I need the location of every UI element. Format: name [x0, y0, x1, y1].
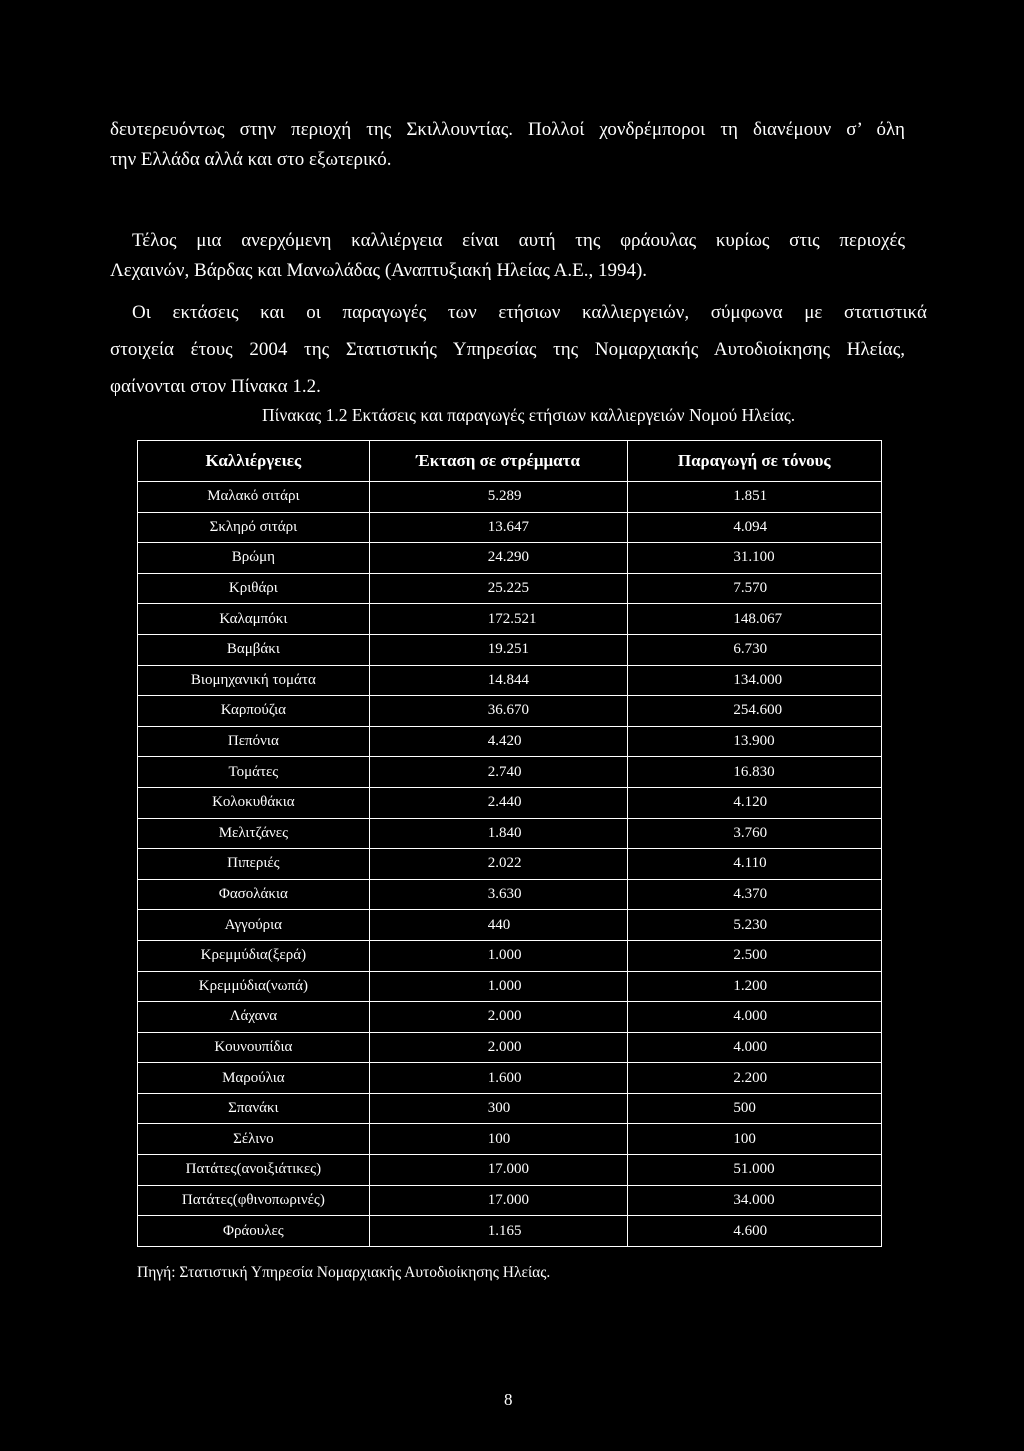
- crop-name-cell: Κολοκυθάκια: [138, 787, 370, 818]
- table-row: [138, 910, 882, 941]
- table-row: [138, 1185, 882, 1216]
- production-cell: 4.120: [628, 787, 882, 818]
- paragraph-line: στοιχεία έτους 2004 της Στατιστικής Υπηρεσίας της Νομαρχιακής Αυτοδιοίκησης Ηλείας,: [110, 339, 905, 360]
- crop-name-cell: Σπανάκι: [138, 1093, 370, 1124]
- production-cell: 1.851: [628, 482, 882, 513]
- production-cell: 4.000: [628, 1032, 882, 1063]
- crop-name-cell: Πεπόνια: [138, 726, 370, 757]
- table-header-row: [138, 441, 882, 482]
- crop-name-cell: Λάχανα: [138, 1002, 370, 1033]
- table-row: [138, 482, 882, 513]
- area-cell: 300: [369, 1093, 628, 1124]
- crop-name-cell: Κρεμμύδια(ξερά): [138, 940, 370, 971]
- crop-name-cell: Βαμβάκι: [138, 634, 370, 665]
- crop-name-cell: Σέλινο: [138, 1124, 370, 1155]
- table-row: [138, 726, 882, 757]
- table-row: [138, 849, 882, 880]
- area-cell: 1.600: [369, 1063, 628, 1094]
- paragraph-line: την Ελλάδα αλλά και στο εξωτερικό.: [110, 149, 392, 170]
- area-cell: 2.000: [369, 1032, 628, 1063]
- production-cell: 13.900: [628, 726, 882, 757]
- crop-name-cell: Αγγούρια: [138, 910, 370, 941]
- paragraph-line: Τέλος μια ανερχόμενη καλλιέργεια είναι αυτή της φράουλας κυρίως στις περιοχές: [132, 230, 905, 251]
- crop-name-cell: Φράουλες: [138, 1216, 370, 1247]
- table-row: [138, 940, 882, 971]
- crop-name-cell: Πατάτες(ανοιξιάτικες): [138, 1155, 370, 1186]
- production-cell: 500: [628, 1093, 882, 1124]
- production-cell: 134.000: [628, 665, 882, 696]
- paragraph-1: [110, 115, 905, 175]
- table-row: [138, 665, 882, 696]
- crop-name-cell: Φασολάκια: [138, 879, 370, 910]
- header-crops: Καλλιέργειες: [138, 441, 370, 482]
- paragraph-line: δευτερευόντως στην περιοχή της Σκιλλουντίας. Πολλοί χονδρέμποροι τη διανέμουν σ’ όλη: [110, 119, 905, 140]
- production-cell: 4.000: [628, 1002, 882, 1033]
- production-cell: 4.370: [628, 879, 882, 910]
- table-row: [138, 543, 882, 574]
- area-cell: 14.844: [369, 665, 628, 696]
- production-cell: 31.100: [628, 543, 882, 574]
- page-number: 8: [504, 1390, 513, 1409]
- area-cell: 100: [369, 1124, 628, 1155]
- crop-name-cell: Πατάτες(φθινοπωρινές): [138, 1185, 370, 1216]
- table-row: [138, 1155, 882, 1186]
- area-cell: 36.670: [369, 696, 628, 727]
- table-caption: Πίνακας 1.2 Εκτάσεις και παραγωγές ετήσιων καλλιεργειών Νομού Ηλείας.: [262, 405, 796, 425]
- production-cell: 148.067: [628, 604, 882, 635]
- table-row: [138, 879, 882, 910]
- area-cell: 24.290: [369, 543, 628, 574]
- production-cell: 2.500: [628, 940, 882, 971]
- production-cell: 3.760: [628, 818, 882, 849]
- crop-name-cell: Καλαμπόκι: [138, 604, 370, 635]
- table-row: [138, 818, 882, 849]
- production-cell: 51.000: [628, 1155, 882, 1186]
- paragraph-line: Οι εκτάσεις και οι παραγωγές των ετήσιων καλλιεργειών, σύμφωνα με στατιστικά: [132, 302, 927, 323]
- table-row: [138, 604, 882, 635]
- production-cell: 4.600: [628, 1216, 882, 1247]
- table-row: [138, 1093, 882, 1124]
- table-row: [138, 1032, 882, 1063]
- production-cell: 254.600: [628, 696, 882, 727]
- area-cell: 2.440: [369, 787, 628, 818]
- crop-name-cell: Βιομηχανική τομάτα: [138, 665, 370, 696]
- production-cell: 4.094: [628, 512, 882, 543]
- crop-name-cell: Μελιτζάνες: [138, 818, 370, 849]
- crop-name-cell: Καρπούζια: [138, 696, 370, 727]
- production-cell: 4.110: [628, 849, 882, 880]
- area-cell: 25.225: [369, 573, 628, 604]
- paragraph-2: [110, 226, 905, 286]
- header-production: Παραγωγή σε τόνους: [628, 441, 882, 482]
- paragraph-line: Λεχαινών, Βάρδας και Μανωλάδας (Αναπτυξιακή Ηλείας Α.Ε., 1994).: [110, 260, 648, 281]
- table-row: [138, 1002, 882, 1033]
- crop-name-cell: Τομάτες: [138, 757, 370, 788]
- area-cell: 3.630: [369, 879, 628, 910]
- area-cell: 5.289: [369, 482, 628, 513]
- area-cell: 2.022: [369, 849, 628, 880]
- table-row: [138, 696, 882, 727]
- crop-name-cell: Βρώμη: [138, 543, 370, 574]
- table-row: [138, 971, 882, 1002]
- table-row: [138, 757, 882, 788]
- paragraph-line: φαίνονται στον Πίνακα 1.2.: [110, 376, 321, 397]
- crop-name-cell: Σκληρό σιτάρι: [138, 512, 370, 543]
- production-cell: 2.200: [628, 1063, 882, 1094]
- area-cell: 1.165: [369, 1216, 628, 1247]
- area-cell: 17.000: [369, 1185, 628, 1216]
- header-area: Έκταση σε στρέμματα: [369, 441, 628, 482]
- area-cell: 13.647: [369, 512, 628, 543]
- table-row: [138, 512, 882, 543]
- production-cell: 5.230: [628, 910, 882, 941]
- area-cell: 19.251: [369, 634, 628, 665]
- table-source: Πηγή: Στατιστική Υπηρεσία Νομαρχιακής Αυτοδιοίκησης Ηλείας.: [137, 1264, 551, 1281]
- crop-name-cell: Πιπεριές: [138, 849, 370, 880]
- production-cell: 34.000: [628, 1185, 882, 1216]
- area-cell: 4.420: [369, 726, 628, 757]
- table-row: [138, 1124, 882, 1155]
- crop-name-cell: Κουνουπίδια: [138, 1032, 370, 1063]
- area-cell: 440: [369, 910, 628, 941]
- table-row: [138, 787, 882, 818]
- crop-name-cell: Κριθάρι: [138, 573, 370, 604]
- production-cell: 100: [628, 1124, 882, 1155]
- area-cell: 1.000: [369, 971, 628, 1002]
- production-cell: 1.200: [628, 971, 882, 1002]
- area-cell: 172.521: [369, 604, 628, 635]
- production-cell: 16.830: [628, 757, 882, 788]
- area-cell: 2.740: [369, 757, 628, 788]
- crop-table: [137, 440, 882, 1247]
- table-row: [138, 573, 882, 604]
- production-cell: 6.730: [628, 634, 882, 665]
- production-cell: 7.570: [628, 573, 882, 604]
- area-cell: 17.000: [369, 1155, 628, 1186]
- area-cell: 1.840: [369, 818, 628, 849]
- crop-name-cell: Μαρούλια: [138, 1063, 370, 1094]
- crop-name-cell: Κρεμμύδια(νωπά): [138, 971, 370, 1002]
- table-row: [138, 634, 882, 665]
- area-cell: 2.000: [369, 1002, 628, 1033]
- crop-name-cell: Μαλακό σιτάρι: [138, 482, 370, 513]
- table-row: [138, 1063, 882, 1094]
- area-cell: 1.000: [369, 940, 628, 971]
- table-row: [138, 1216, 882, 1247]
